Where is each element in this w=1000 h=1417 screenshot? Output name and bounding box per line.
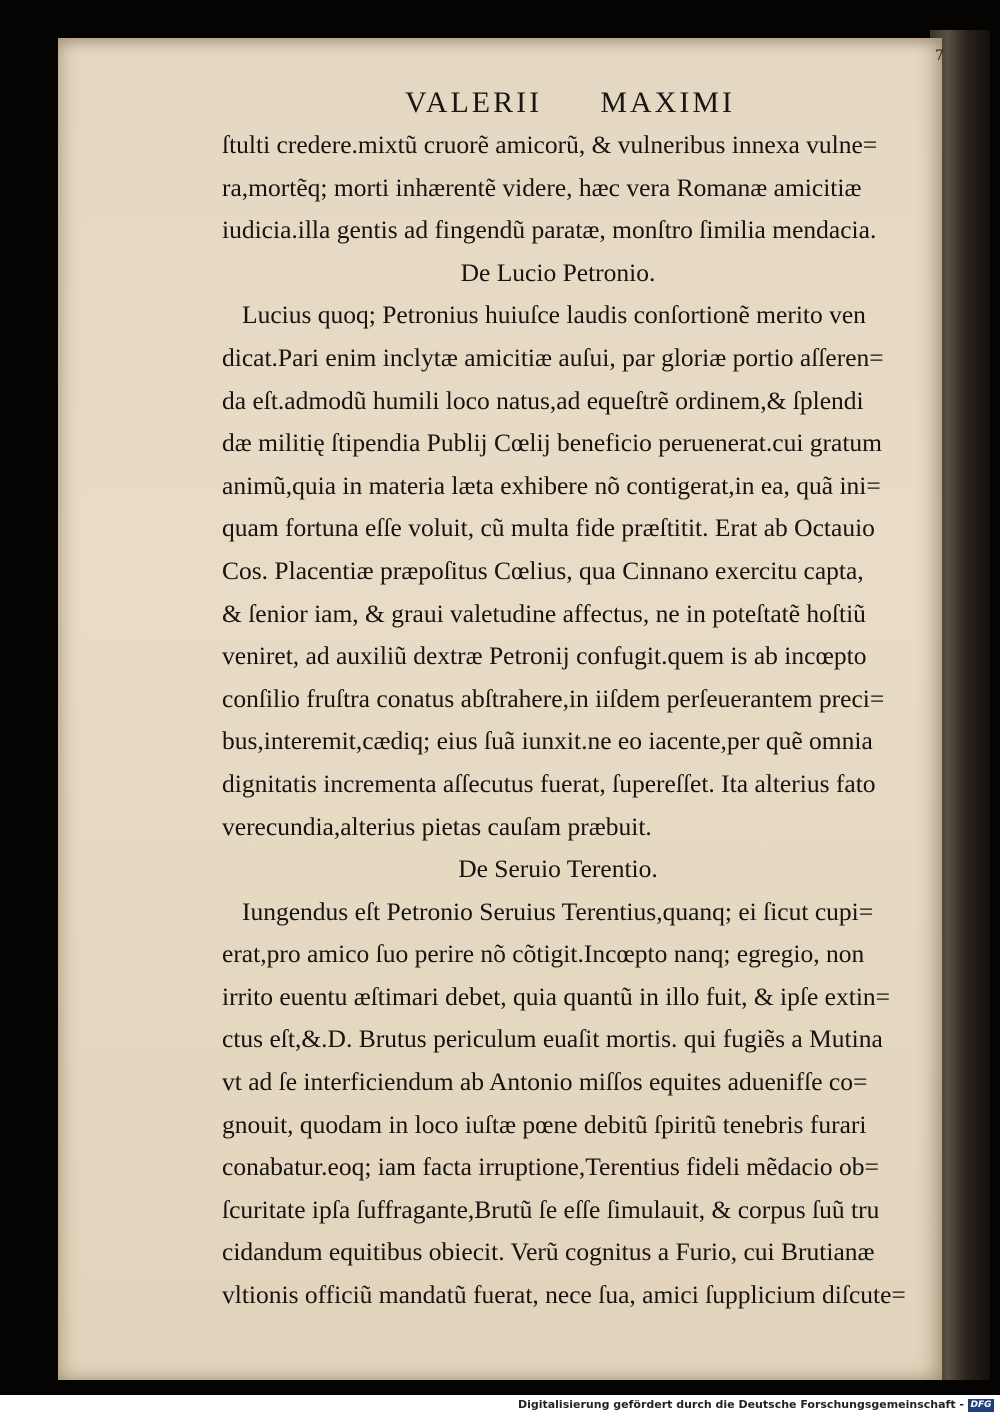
text-line: irrito euentu æſtimari debet, quia quantũ in illo fuit, & ipſe extin= bbox=[222, 981, 891, 1011]
text-line: conſilio fruſtra conatus abſtrahere,in iiſdem perſeuerantem preci= bbox=[222, 683, 885, 713]
text-line: dignitatis incrementa aſſecutus fuerat, ſupereſſet. Ita alterius fato bbox=[222, 768, 876, 798]
text-line: ſtulti credere.mixtũ cruorẽ amicorũ, & vulneribus innexa vulne= bbox=[222, 130, 878, 159]
running-head bbox=[405, 86, 735, 120]
text-line: gnouit, quodam in loco iuſtæ pœne debitũ ſpiritũ tenebris furari bbox=[222, 1109, 867, 1139]
text-block bbox=[222, 124, 934, 1317]
text-line: ctus eſt,&.D. Brutus periculum euaſit mortis. qui fugiẽs a Mutina bbox=[222, 1024, 883, 1054]
section-heading: De Seruio Terentio. bbox=[458, 854, 658, 884]
text-line: erat,pro amico ſuo perire nõ cõtigit.Incœpto nanq; egregio, non bbox=[222, 939, 865, 969]
text-line: Lucius quoq; Petronius huiuſce laudis conſortionẽ merito ven bbox=[242, 300, 866, 330]
section-heading: De Lucio Petronio. bbox=[460, 257, 656, 287]
text-line: cidandum equitibus obiecit. Verũ cognitus a Furio, cui Brutianæ bbox=[222, 1237, 875, 1267]
running-head-right: MAXIMI bbox=[600, 86, 735, 119]
footer-credit: Digitalisierung gefördert durch die Deutsche Forschungsgemeinschaft - bbox=[517, 1398, 964, 1411]
footer-bar bbox=[0, 1395, 1000, 1417]
text-line: Iungendus eſt Petronio Seruius Terentius,quanq; ei ſicut cupi= bbox=[242, 896, 874, 926]
text-line: veniret, ad auxiliũ dextræ Petronij confugit.quem is ab incœpto bbox=[222, 641, 867, 671]
text-line: animũ,quia in materia læta exhibere nõ contigerat,in ea, quã ini= bbox=[222, 470, 881, 500]
text-line: dicat.Pari enim inclytæ amicitiæ auſui, par gloriæ portio aſſeren= bbox=[222, 342, 884, 372]
text-line: conabatur.eoq; iam facta irruptione,Terentius fideli mẽdacio ob= bbox=[222, 1152, 879, 1182]
text-line: ra,mortẽq; morti inhærentẽ videre, hæc vera Romanæ amicitiæ bbox=[222, 172, 862, 202]
text-line: iudicia.illa gentis ad fingendũ paratæ, monſtro ſimilia mendacia. bbox=[222, 215, 877, 245]
text-line: ſcuritate ipſa ſuffragante,Brutũ ſe eſſe ſimulauit, & corpus ſuũ tru bbox=[222, 1194, 880, 1224]
text-line: dæ militię ſtipendia Publij Cœlij beneficio peruenerat.cui gratum bbox=[222, 428, 883, 458]
text-line: da eſt.admodũ humili loco natus,ad equeſtrẽ ordinem,& ſplendi bbox=[222, 385, 864, 415]
text-line: Cos. Placentiæ præpoſitus Cœlius, qua Cinnano exercitu capta, bbox=[222, 555, 864, 585]
text-line: vltionis officiũ mandatũ fuerat, nece ſua, amici ſupplicium diſcute= bbox=[222, 1280, 906, 1310]
running-head-left: VALERII bbox=[405, 86, 543, 119]
text-line: & ſenior iam, & graui valetudine affectus, ne in poteſtatẽ hoſtiũ bbox=[222, 598, 866, 628]
page-mark: 7 bbox=[935, 48, 944, 64]
text-line: verecundia,alterius pietas cauſam præbuit. bbox=[222, 811, 652, 841]
text-line: quam fortuna eſſe voluit, cũ multa fide præſtitit. Erat ab Octauio bbox=[222, 513, 875, 543]
text-line: bus,interemit,cædiq; eius ſuã iunxit.ne eo iacente,per quẽ omnia bbox=[222, 726, 873, 756]
dfg-logo: DFG bbox=[968, 1399, 994, 1412]
text-line: vt ad ſe interficiendum ab Antonio miſſos equites aduenifſe co= bbox=[222, 1067, 868, 1097]
